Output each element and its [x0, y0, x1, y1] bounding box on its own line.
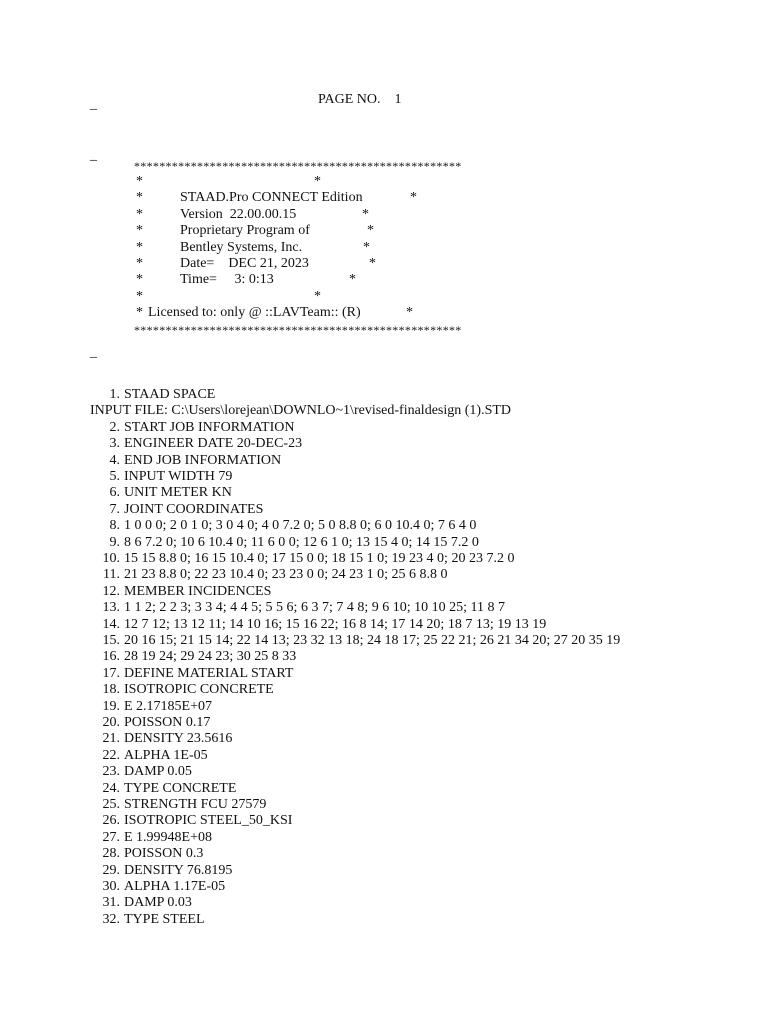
command-text: MEMBER INCIDENCES	[124, 583, 272, 599]
banner-star-right: *	[369, 256, 376, 271]
listing-line	[0, 764, 768, 780]
line-number: 19.	[102, 698, 120, 714]
line-number: 31.	[102, 895, 120, 911]
line-number: 9.	[109, 534, 120, 550]
listing-line	[0, 830, 768, 846]
banner-star-right: *	[410, 190, 417, 205]
banner-star-right: *	[314, 289, 321, 304]
banner-star-right: *	[363, 240, 370, 255]
line-number: 12.	[102, 583, 120, 599]
line-number: 24.	[102, 780, 120, 796]
banner-star-right: *	[362, 207, 369, 222]
banner-star-left: *	[136, 190, 143, 205]
listing-line	[0, 600, 768, 616]
listing-line	[0, 912, 768, 928]
command-text: ALPHA 1.17E-05	[124, 879, 226, 894]
command-text: 8 6 7.2 0; 10 6 10.4 0; 11 6 0 0; 12 6 1 0; 13 15 4 0; 14 15 7.2 0	[124, 534, 479, 550]
line-number: 7.	[109, 501, 120, 517]
line-number: 1.	[109, 387, 120, 402]
banner-row	[0, 223, 768, 239]
line-number: 29.	[102, 862, 120, 878]
banner-star-right: *	[314, 174, 321, 189]
line-number: 5.	[109, 469, 120, 484]
line-number: 10.	[102, 551, 120, 566]
listing-line	[0, 649, 768, 665]
line-number: 3.	[109, 436, 120, 452]
listing-line	[0, 518, 768, 534]
section-marker: _	[90, 345, 97, 360]
command-text: 1 0 0 0; 2 0 1 0; 3 0 4 0; 4 0 7.2 0; 5 0 8.8 0; 6 0 10.4 0; 7 6 4 0	[124, 518, 477, 534]
command-text: 15 15 8.8 0; 16 15 10.4 0; 17 15 0 0; 18 15 1 0; 19 23 4 0; 20 23 7.2 0	[124, 551, 515, 566]
banner-star-left: *	[136, 223, 143, 238]
command-text: 12 7 12; 13 12 11; 14 10 16; 15 16 22; 16 8 14; 17 14 20; 18 7 13; 19 13 19	[124, 616, 547, 632]
banner-row	[0, 174, 768, 190]
command-text: START JOB INFORMATION	[124, 419, 295, 435]
line-number: 30.	[102, 879, 120, 894]
line-number: 8.	[109, 518, 120, 534]
command-text: POISSON 0.3	[124, 846, 204, 862]
banner-row	[0, 256, 768, 272]
line-number: 15.	[102, 633, 120, 648]
listing-line	[0, 666, 768, 682]
command-text: ALPHA 1E-05	[124, 747, 208, 763]
line-number: 14.	[102, 616, 120, 632]
banner-product-name: STAAD.Pro CONNECT Edition	[180, 190, 363, 205]
banner-star-left: *	[136, 289, 143, 304]
listing-line	[0, 895, 768, 911]
command-text: 1 1 2; 2 2 3; 3 3 4; 4 4 5; 5 5 6; 6 3 7; 7 4 8; 9 6 10; 10 10 25; 11 8 7	[124, 600, 505, 616]
banner-star-left: *	[136, 240, 143, 255]
line-number: 18.	[102, 682, 120, 698]
command-text: 21 23 8.8 0; 22 23 10.4 0; 23 23 0 0; 24 23 1 0; 25 6 8.8 0	[124, 567, 448, 583]
banner-row	[0, 207, 768, 223]
banner-row	[0, 272, 768, 288]
banner-star-left: *	[136, 207, 143, 222]
line-number: 21.	[102, 731, 120, 747]
listing-line	[0, 387, 768, 403]
banner-star-right: *	[349, 272, 356, 287]
listing-line	[0, 797, 768, 813]
banner-star-right: *	[406, 305, 413, 320]
line-number: 13.	[102, 600, 120, 616]
command-text: DAMP 0.05	[124, 764, 192, 780]
listing-line	[0, 715, 768, 731]
banner-row	[0, 305, 768, 321]
line-number: 17.	[102, 665, 120, 681]
command-text: E 2.17185E+07	[124, 698, 212, 714]
listing-line	[0, 879, 768, 895]
banner-row	[0, 240, 768, 256]
command-text: STAAD SPACE	[124, 387, 216, 402]
banner-company: Bentley Systems, Inc.	[180, 240, 303, 255]
command-text: DAMP 0.03	[124, 895, 192, 911]
command-text: POISSON 0.17	[124, 715, 211, 730]
listing-line	[0, 502, 768, 518]
command-text: ISOTROPIC CONCRETE	[124, 682, 274, 698]
command-text: DEFINE MATERIAL START	[124, 665, 294, 681]
banner-row	[0, 289, 768, 305]
banner-time: Time= 3: 0:13	[180, 272, 274, 287]
line-number: 4.	[109, 452, 120, 468]
command-text: 28 19 24; 29 24 23; 30 25 8 33	[124, 649, 297, 665]
page-number: PAGE NO. 1	[318, 92, 402, 107]
listing-line	[0, 584, 768, 600]
command-text: JOINT COORDINATES	[124, 501, 264, 517]
banner-star-left: *	[136, 272, 143, 287]
line-number: 26.	[102, 813, 120, 829]
listing-line	[0, 633, 768, 649]
command-text: ISOTROPIC STEEL_50_KSI	[124, 813, 293, 829]
listing-line	[0, 682, 768, 698]
line-number: 16.	[102, 649, 120, 665]
line-number: 25.	[102, 797, 120, 812]
line-number: 28.	[102, 846, 120, 862]
line-number: 27.	[102, 829, 120, 845]
listing-line	[0, 551, 768, 567]
banner-star-left: *	[136, 256, 143, 271]
banner-marker: _	[90, 148, 97, 163]
banner-date: Date= DEC 21, 2023	[180, 256, 309, 271]
line-number: 6.	[109, 485, 120, 501]
command-text: END JOB INFORMATION	[124, 452, 282, 468]
command-text: TYPE CONCRETE	[124, 780, 237, 796]
banner-bottom-border: ****************************************************	[134, 323, 462, 337]
command-text: STRENGTH FCU 27579	[124, 797, 267, 812]
command-text: TYPE STEEL	[124, 911, 205, 927]
listing-line	[0, 420, 768, 436]
listing-line	[0, 617, 768, 633]
listing-line	[0, 863, 768, 879]
page-marker: _	[90, 97, 97, 112]
listing-line	[0, 469, 768, 485]
line-number: 32.	[102, 911, 120, 927]
command-text: INPUT WIDTH 79	[124, 469, 233, 484]
banner-proprietary: Proprietary Program of	[180, 223, 310, 238]
listing-line	[0, 699, 768, 715]
listing-line	[0, 453, 768, 469]
command-text: ENGINEER DATE 20-DEC-23	[124, 436, 303, 452]
line-number: 11.	[103, 567, 120, 583]
command-text: 20 16 15; 21 15 14; 22 14 13; 23 32 13 18; 24 18 17; 25 22 21; 26 21 34 20; 27 20 35 19	[124, 633, 621, 648]
command-text: E 1.99948E+08	[124, 829, 212, 845]
listing-line	[0, 731, 768, 747]
listing-line	[0, 813, 768, 829]
banner-version: Version 22.00.00.15	[180, 207, 297, 222]
listing-line	[0, 535, 768, 551]
banner-license: Licensed to: only @ ::LAVTeam:: (R)	[148, 305, 361, 320]
listing-line	[0, 485, 768, 501]
listing-line	[0, 567, 768, 583]
line-number: 20.	[102, 715, 120, 730]
listing-line	[0, 436, 768, 452]
command-text: DENSITY 23.5616	[124, 731, 233, 747]
line-number: 23.	[102, 764, 120, 780]
listing-line	[0, 781, 768, 797]
listing-line	[0, 846, 768, 862]
banner-star-left: *	[136, 174, 143, 189]
command-text: UNIT METER KN	[124, 485, 232, 501]
banner-top-border: ****************************************************	[134, 159, 462, 173]
listing-line	[0, 748, 768, 764]
banner-star-left: *	[136, 305, 143, 320]
banner-star-right: *	[367, 223, 374, 238]
line-number: 22.	[102, 747, 120, 763]
line-number: 2.	[109, 419, 120, 435]
command-text: DENSITY 76.8195	[124, 862, 233, 878]
banner-row	[0, 190, 768, 206]
input-file-path: INPUT FILE: C:\Users\lorejean\DOWNLO~1\revised-finaldesign (1).STD	[90, 403, 512, 419]
